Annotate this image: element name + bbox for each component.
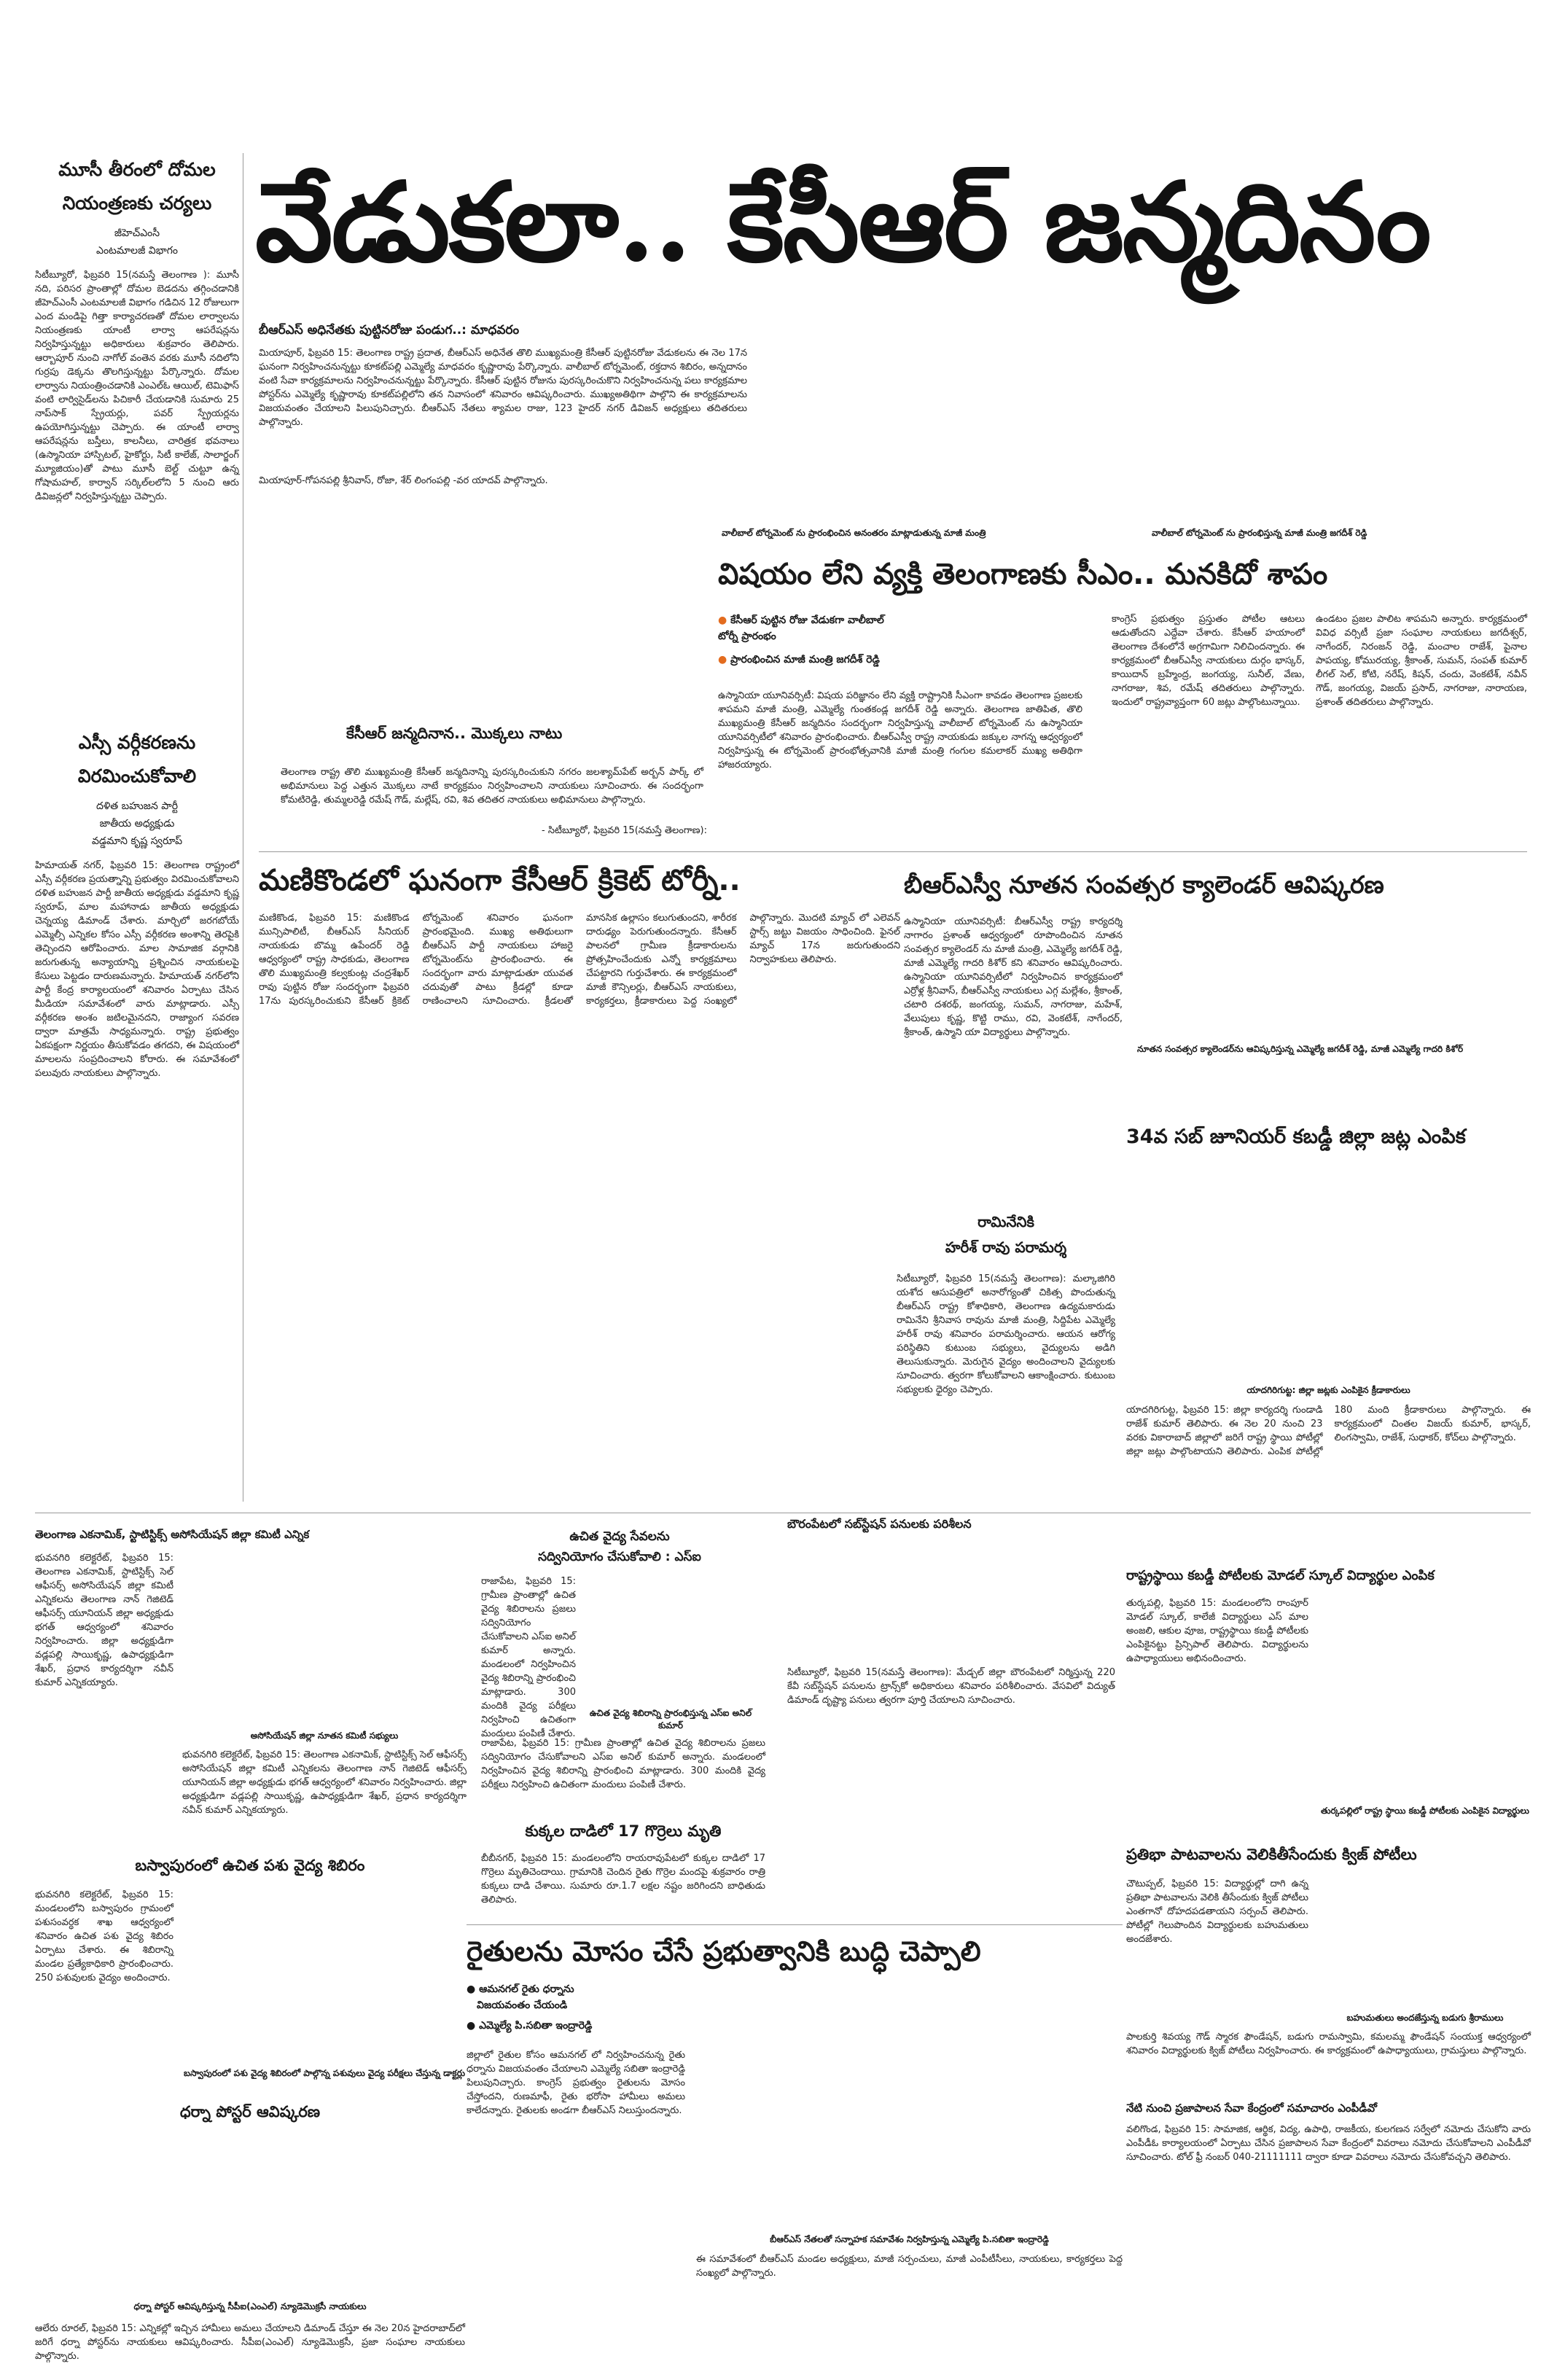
farmers-bullet-2: ఎమ్మెల్యే పి.సబితా ఇంద్రారెడ్డి	[479, 2020, 593, 2032]
awards-photo	[1319, 1877, 1531, 2008]
census-body: భువనగిరి కలెక్టరేట్‌, ఫిబ్రవరి 15: తెలంగాణ ఎకనామిక్‌, స్టాటిస్టిక్స్‌ సెల్‌ ఆఫీసర్స్‌ అసోసియేషన్‌ జిల్లా కమిటీ ఎన్నికలను తెలంగాణ నాన్‌ గెజిటెడ్‌ ఆఫీసర్స్‌ యూనియన్‌ జిల్లా అధ్యక్షుడు భగత్‌ ఆధ్వర్యంలో శనివారం నిర్వహించారు. జిల్లా అధ్యక్షుడిగా వడ్లపల్లి సాయికృష్ణ, ఉపాధ్యక్షుడిగా శేఖర్‌, ప్రధాన కార్యదర్శిగా నవీన్‌ కుమార్‌ ఎన్నికయ్యారు.	[35, 1553, 173, 1688]
calendar-photo-caption: నూతన సంవత్సర క్యాలెండర్‌ను ఆవిష్కరిస్తున్న ఎమ్మెల్యే జగదీశ్‌ రెడ్డి, మాజీ ఎమ్మెల్యే గాదరి కిశోర్‌	[1137, 1044, 1464, 1054]
dharna-headline: ధర్నా పోస్టర్‌ ఆవిష్కరణ	[179, 2103, 321, 2120]
mokkalu-headline: కేసీఆర్‌ జన్మదినాన.. మొక్కలు నాటు	[346, 725, 563, 742]
bullet-icon: ●	[718, 654, 727, 666]
sports-photo	[1319, 1596, 1531, 1800]
cricket-headline: మణికొండలో ఘనంగా కేసీఆర్‌ క్రికెట్‌ టోర్నీ..	[259, 864, 741, 897]
volleyball-bullet-1: కేసీఆర్‌ పుట్టిన రోజు వేడుకగా వాలీబాల్‌ టోర్నీ ప్రారంభం	[718, 614, 884, 642]
awards-body: పాలకుర్తి శివయ్య గౌడ్‌ స్మారక ఫౌండేషన్‌, బడుగు రామస్వామి, కమలమ్మ ఫౌండేషన్‌ సంయుక్త ఆధ్వర్యంలో శనివారం విద్యార్థులకు క్విజ్‌ పోటీలు నిర్వహించారు. ఈ కార్యక్రమంలో ఉపాధ్యాయులు, గ్రామస్తులు పాల్గొన్నారు.	[1126, 2032, 1531, 2056]
left-story2-byline3: వడ్డమాని కృష్ణ స్వరూప్‌	[91, 835, 183, 847]
harish-body: సిటీబ్యూరో, ఫిబ్రవరి 15(నమస్తే తెలంగాణ): మల్కాజిగిరి యశోద ఆసుపత్రిలో అనారోగ్యంతో చికిత్స పొందుతున్న బీఆర్‌ఎస్‌ రాష్ట్ర కోశాధికారి, తెలంగాణ ఉద్యమకారుడు రామినేని శ్రీనివాస రావును మాజీ మంత్రి, సిద్దిపేట ఎమ్మెల్యే హరీశ్‌ రావు శనివారం పరామర్శించారు. ఆయన ఆరోగ్య పరిస్థితిని కుటుంబ సభ్యులు, వైద్యులను అడిగి తెలుసుకున్నారు. మెరుగైన వైద్యం అందించాలని వైద్యులకు సూచించారు. త్వరగా కోలుకోవాలని ఆకాంక్షించారు. కుటుంబ సభ్యులకు ధైర్యం చెప్పారు.	[897, 1273, 1115, 1395]
farmers-bullet-1: ఆమనగల్‌ రైతు ధర్నాను	[479, 1983, 574, 1995]
assoc-photo-caption: అసోసియేషన్‌ జిల్లా నూతన కమిటీ సభ్యులు	[250, 1731, 399, 1741]
volleyball-body-2: కాంగ్రెస్‌ ప్రభుత్వం ప్రస్తుతం పోటీల ఆటలు ఆడుతోందని ఎద్దేవా చేశారు. కేసీఆర్‌ హయాంలో తెలంగాణ దేశంలోనే అగ్రగామిగా నిలిచిందన్నారు. ఈ కార్యక్రమంలో బీఆర్‌ఎస్వీ నాయకులు దుర్గం భాస్కర్‌, కాయిదాన్‌ బ్రహ్మేంద్ర, జంగయ్య, సునీల్‌, వేణు, నాగరాజు, శివ, రమేష్‌ తదితరులు పాల్గొన్నారు. ఇందులో రాష్ట్రవ్యాప్తంగా 60 జట్లు పాల్గొంటున్నాయి.	[1112, 614, 1305, 708]
farmers-bullets	[467, 1981, 685, 2054]
cricket-body: మణికొండ, ఫిబ్రవరి 15: మణికొండ మున్సిపాలిటీ, బీఆర్‌ఎస్‌ సీనియర్‌ నాయకుడు బొమ్మ ఉపేందర్‌ రెడ్డి ఆధ్వర్యంలో రాష్ట్ర సాధకుడు, తెలంగాణ తొలి ముఖ్యమంత్రి కల్వకుంట్ల చంద్రశేఖర్‌ రావు పుట్టిన రోజు సందర్భంగా ఫిబ్రవరి 17ను పురస్కరించుకుని కేసీఆర్‌ క్రికెట్‌ టోర్నమెంట్‌ శనివారం ఘనంగా ప్రారంభమైంది. ముఖ్య అతిథులుగా బీఆర్‌ఎస్‌ పార్టీ నాయకులు హాజరై టోర్నమెంట్‌ను ప్రారంభించారు. ఈ సందర్భంగా వారు మాట్లాడుతూ యువత చదువుతో పాటు క్రీడల్లో కూడా రాణించాలని సూచించారు. క్రీడలతో మానసిక ఉల్లాసం కలుగుతుందని, శారీరక దారుఢ్యం పెరుగుతుందన్నారు. కేసీఆర్‌ పాలనలో గ్రామీణ క్రీడాకారులను ప్రోత్సహించేందుకు ఎన్నో కార్యక్రమాలు చేపట్టారని గుర్తుచేశారు. ఈ కార్యక్రమంలో మాజీ కౌన్సిలర్లు, బీఆర్‌ఎస్‌ నాయకులు, కార్యకర్తలు, క్రీడాకారులు పెద్ద సంఖ్యలో పాల్గొన్నారు. మొదటి మ్యాచ్‌ లో ఎలెవన్‌ స్టార్స్‌ జట్టు విజయం సాధించింది. ఫైనల్‌ మ్యాచ్‌ 17న జరుగుతుందని నిర్వాహకులు తెలిపారు.	[259, 913, 900, 1007]
kabaddi-photo	[1126, 1166, 1531, 1378]
harish-headline-1: రామినేనికి	[977, 1213, 1034, 1230]
sports-photo-caption: తుర్కపల్లిలో రాష్ట్ర స్థాయి కబడ్డీ పోటీలకు ఎంపికైన విద్యార్థులు	[1321, 1806, 1529, 1816]
mokkalu-dateline: - సిటీబ్యూరో, ఫిబ్రవరి 15(నమస్తే తెలంగాణ):	[542, 825, 707, 836]
medical-headline-1: ఉచిత వైద్య సేవలను	[569, 1529, 670, 1544]
medical-body: రాజాపేట, ఫిబ్రవరి 15: గ్రామీణ ప్రాంతాల్లో ఉచిత వైద్య శిబిరాలను ప్రజలు సద్వినియోగం చేసుకోవాలని ఎస్‌ఐ అనిల్‌ కుమార్‌ అన్నారు. మండలంలో నిర్వహించిన వైద్య శిబిరాన్ని ప్రారంభించి మాట్లాడారు. 300 మందికి వైద్య పరీక్షలు నిర్వహించి ఉచితంగా మందులు పంపిణీ చేశారు.	[481, 1576, 576, 1739]
kcr-main-body: మియాపూర్‌, ఫిబ్రవరి 15: తెలంగాణ రాష్ట్ర ప్రదాత, బీఆర్‌ఎస్‌ అధినేత తొలి ముఖ్యమంత్రి కేసీఆర్‌ పుట్టినరోజు వేడుకలను ఈ నెల 17న ఘనంగా నిర్వహించనున్నట్టు కూకట్‌పల్లి ఎమ్మెల్యే మాధవరం కృష్ణారావు పేర్కొన్నారు. వాలీబాల్‌ టోర్నమెంట్‌, రక్తదాన శిబిరం, అన్నదానం వంటి సేవా కార్యక్రమాలను నిర్వహించనున్నట్టు పేర్కొన్నారు. కేసీఆర్‌ పుట్టిన రోజును పురస్కరించుకొని నిర్వహించనున్న పలు కార్యక్రమాల పోస్టర్‌ను ఎమ్మెల్యే కృష్ణారావు కూకట్‌పల్లిలోని తన నివాసంలో శనివారం ఆవిష్కరించారు. ముఖ్యఅతిథిగా పాల్గొని ఈ కార్యక్రమాలను విజయవంతం చేయాలని పిలుపునిచ్చారు. బీఆర్‌ఎస్‌ నేతలు శ్యామల రాజు, 123 హైదర్‌ నగర్‌ డివిజన్‌ అధ్యక్షులు తదితరులు పాల్గొన్నారు.	[259, 348, 747, 428]
kcr-sub-headline: బీఆర్‌ఎస్‌ అధినేతకు పుట్టినరోజు పండుగ..: మాధవరం	[259, 323, 520, 338]
sports-headline: రాష్ట్రస్థాయి కబడ్డీ పోటీలకు మోడల్‌ స్కూల్‌ విద్యార్థుల ఎంపిక	[1126, 1568, 1435, 1583]
bullet-icon: ●	[467, 1983, 476, 1995]
left-story2-byline1: దళిత బహుజన పార్టీ	[95, 800, 179, 812]
left-story2-headline: ఎస్సీ వర్గీకరణను విరమించుకోవాలి	[77, 732, 197, 787]
sports-body: తుర్కపల్లి, ఫిబ్రవరి 15: మండలంలోని రాంపూర్‌ మోడల్‌ స్కూల్‌, కాలేజీ విద్యార్థులు ఎస్‌ మాల అంజలి, ఆకుల వూజ, రాష్ట్రస్థాయి కబడ్డీ పోటీలకు ఎంపికైనట్టు ప్రిన్సిపాల్‌ తెలిపారు. విద్యార్థులను ఉపాధ్యాయులు అభినందించారు.	[1126, 1598, 1308, 1664]
kabaddi-photo-caption: యాదగిరిగుట్ట: జిల్లా జట్లకు ఎంపికైన క్రీడాకారులు	[1246, 1385, 1410, 1395]
quiz-body: చౌటుప్పల్‌, ఫిబ్రవరి 15: విద్యార్థుల్లో దాగి ఉన్న ప్రతిభా పాటవాలను వెలికి తీసేందుకు క్విజ్‌ పోటీలు ఎంతగానో దోహదపడతాయని సర్పంచ్‌ తెలిపారు. పోటీల్లో గెలుపొందిన విద్యార్థులకు బహుమతులు అందజేశారు.	[1126, 1878, 1308, 1945]
calendar-body: ఉస్మానియా యూనివర్సిటీ: బీఆర్‌ఎస్వీ రాష్ట్ర కార్యదర్శి నాగారం ప్రశాంత్‌ ఆధ్వర్యంలో రూపొందించిన నూతన సంవత్సర క్యాలెండర్‌ ను మాజీ మంత్రి, ఎమ్మెల్యే జగదీశ్‌ రెడ్డి, మాజీ ఎమ్మెల్యే గాదరి కిశోర్‌ కని శనివారం ఆవిష్కరించారు. ఉస్మానియా యూనివర్సిటీలో నిర్వహించిన కార్యక్రమంలో ఎర్రోళ్ల శ్రీనివాస్‌, బీఆర్‌ఎస్వీ నాయకులు ఎగ్గ మల్లేశం, శ్రీకాంత్‌, చటారి దశరథ్‌, జంగయ్య, సుమన్‌, నాగరాజు, మహేశ్‌, వేలుపులు కృష్ణ, కొట్టి రాము, రవి, వెంకటేశ్‌, నాగేందర్‌, శ్రీకాంత్‌, ఉస్మాని యా విద్యార్థులు పాల్గొన్నారు.	[904, 916, 1123, 1038]
bullet-icon: ●	[467, 2020, 476, 2032]
quiz-headline: ప్రతిభా పాటవాలను వెలికితీసేందుకు క్విజ్‌ పోటీలు	[1126, 1846, 1417, 1863]
calendar-headline: బీఆర్‌ఎస్వీ నూతన సంవత్సర క్యాలెండర్‌ ఆవిష్కరణ	[904, 870, 1384, 899]
vet-body: భువనగిరి కలెక్టరేట్‌, ఫిబ్రవరి 15: మండలంలోని బస్వాపురం గ్రామంలో పశుసంవర్ధక శాఖ ఆధ్వర్యంలో శనివారం ఉచిత పశు వైద్య శిబిరం ఏర్పాటు చేశారు. ఈ శిబిరాన్ని మండల ప్రత్యేకాధికారి ప్రారంభించారు. 250 పశువులకు వైద్యం అందించారు.	[35, 1889, 173, 1983]
medical-body-2: రాజాపేట, ఫిబ్రవరి 15: గ్రామీణ ప్రాంతాల్లో ఉచిత వైద్య శిబిరాలను ప్రజలు సద్వినియోగం చేసుకోవాలని ఎస్‌ఐ అనిల్‌ కుమార్‌ అన్నారు. మండలంలో నిర్వహించిన వైద్య శిబిరాన్ని ప్రారంభించి మాట్లాడారు. 300 మందికి వైద్య పరీక్షలు నిర్వహించి ఉచితంగా మందులు పంపిణీ చేశారు.	[481, 1738, 765, 1790]
census-headline: తెలంగాణ ఎకనామిక్‌, స్టాటిస్టిక్స్‌ అసోసియేషన్‌ జిల్లా కమిటీ ఎన్నిక	[35, 1528, 310, 1541]
volleyball-photo-caption-1: వాలీబాల్‌ టోర్నమెంట్‌ ను ప్రారంభించిన అనంతరం మాట్లాడుతున్న మాజీ మంత్రి	[722, 528, 986, 538]
kabaddi-body: యాదగిరిగుట్ట, ఫిబ్రవరి 15: జిల్లా కార్యదర్శి గుండాడి రాజేశ్‌ కుమార్‌ తెలిపారు. ఈ నెల 20 నుంచి 23 వరకు వికారాబాద్‌ జిల్లాలో జరిగే రాష్ట్ర స్థాయి పోటీల్లో జిల్లా జట్లు పాల్గొంటాయని తెలిపారు. ఎంపిక పోటీల్లో 180 మంది క్రీడాకారులు పాల్గొన్నారు. ఈ కార్యక్రమంలో చింతల విజయ్‌ కుమార్‌, భాస్కర్‌, లింగస్వామి, రాజేశ్‌, సుధాకర్‌, కోచ్‌లు పాల్గొన్నారు.	[1126, 1405, 1531, 1457]
vet-photo	[182, 1888, 467, 2063]
left-story1-headline: మూసీ తీరంలో దోమల నియంత్రణకు చర్యలు	[58, 159, 216, 214]
left-story2-body: హిమాయత్‌ నగర్‌, ఫిబ్రవరి 15: తెలంగాణ రాష్ట్రంలో ఎస్సీ వర్గీకరణ ప్రయత్నాన్ని ప్రభుత్వం విరమించుకోవాలని దళిత బహుజన పార్టీ జాతీయ అధ్యక్షుడు వడ్డమాని కృష్ణ స్వరూప్‌, మాల మహానాడు జాతీయ అధ్యక్షుడు చెన్నయ్య డిమాండ్‌ చేశారు. మార్చిలో జరగబోయే ఎమ్మెల్సీ ఎన్నికల కోసం ఎస్సీ వర్గీకరణ అంశాన్ని తెరపైకి తెచ్చిందని ఆరోపించారు. మాల సామాజిక వర్గానికి జరుగుతున్న అన్యాయాన్ని ప్రశ్నించిన నాయకులపై కేసులు పెట్టడం దారుణమన్నారు. హిమాయత్‌ నగర్‌లోని పార్టీ కేంద్ర కార్యాలయంలో శనివారం ఏర్పాటు చేసిన మీడియా సమావేశంలో వారు మాట్లాడారు. ఎస్సీ వర్గీకరణ అంశం జటిలమైనదని, రాజ్యాంగ సవరణ ద్వారా మాత్రమే సాధ్యమన్నారు. రాష్ట్ర ప్రభుత్వం ఏకపక్షంగా నిర్ణయం తీసుకోవడం తగదని, ఈ విషయంలో మాలలను సంప్రదించాలని కోరారు. ఈ సమావేశంలో పలువురు నాయకులు పాల్గొన్నారు.	[35, 860, 239, 1079]
awards-photo-caption: బహుమతులు అందజేస్తున్న బడుగు శ్రీరాములు	[1346, 2013, 1504, 2023]
volleyball-bullet-2: ప్రారంభించిన మాజీ మంత్రి జగదీశ్‌ రెడ్డి	[730, 654, 880, 666]
left-story2-byline2: జాతీయ అధ్యక్షుడు	[99, 818, 175, 830]
volleyball-body-3: ఉండటం ప్రజల పాలిట శాపమని అన్నారు. కార్యక్రమంలో వివిధ వర్సిటీ ప్రజా సంఘాల నాయకులు జగదీశ్వర్‌, నాగేందర్‌, నిరంజన్‌ రెడ్డి, మంచాల రాజేశ్‌, పైనాల పాపయ్య, కోమురయ్య, శ్రీకాంత్‌, సుమన్‌, సంపత్‌ కుమార్‌ లీగల్‌ సెల్‌, కోటి, నరేష్‌, కిషన్‌, చందు, వెంకటేశ్‌, నవీన్‌ గౌడ్‌, జంగయ్య, విజయ్‌ ప్రసాద్‌, నాగరాజు, నారాయణ, ప్రశాంత్‌ తదితరులు పాల్గొన్నారు.	[1316, 614, 1527, 708]
substation-headline: బౌరంపేటలో సబ్‌స్టేషన్‌ పనులకు పరిశీలన	[787, 1517, 972, 1531]
volleyball-headline: విషయం లేని వ్యక్తి తెలంగాణకు సీఎం.. మనకిదో శాపం	[718, 558, 1328, 591]
left-story1-byline1: జీహెచ్‌ఎంసీ	[114, 227, 160, 239]
farmers-body-2: ఈ సమావేశంలో బీఆర్‌ఎస్‌ మండల అధ్యక్షులు, మాజీ సర్పంచులు, మాజీ ఎంపీటీసీలు, నాయకులు, కార్యకర్తలు పెద్ద సంఖ్యలో పాల్గొన్నారు.	[696, 2254, 1123, 2279]
dogs-headline: కుక్కల దాడిలో 17 గొర్రెలు మృతి	[525, 1822, 722, 1840]
dharna-photo	[35, 2132, 465, 2296]
medical-headline-2: సద్వినియోగం చేసుకోవాలి : ఎస్‌ఐ	[538, 1550, 701, 1564]
mokkalu-body: తెలంగాణ రాష్ట్ర తొలి ముఖ్యమంత్రి కేసీఆర్‌ జన్మదినాన్ని పురస్కరించుకుని నగరం జలశ్యామ్‌పేట్‌ అర్బన్‌ పార్క్‌ లో అభిమానులు పెద్ద ఎత్తున మొక్కలు నాటే కార్యక్రమం నిర్వహించాలని నాయకులు సూచించారు. ఈ సందర్భంగా కోమటిరెడ్డి, తుమ్మలరెడ్డి రమేష్‌ గౌడ్‌, మల్లేష్‌, రవి, శివ తదితర నాయకులు అభిమానులు పాల్గొన్నారు.	[281, 767, 703, 805]
cyber-body: వలిగొండ, ఫిబ్రవరి 15: సామాజిక, ఆర్థిక, విద్య, ఉపాధి, రాజకీయ, కులగణన సర్వేలో నమోదు చేసుకోని వారు ఎంపీడీఓ కార్యాలయంలో ఏర్పాటు చేసిన ప్రజాపాలన సేవా కేంద్రంలో వివరాలు నమోదు చేసుకోవాలని ఎంపీడీవో సూచించారు. టోల్‌ ఫ్రీ నంబర్‌ 040-21111111 ద్వారా కూడా వివరాలు నమోదు చేసుకోవచ్చని తెలిపారు.	[1126, 2124, 1531, 2163]
left-story1-body: సిటీబ్యూరో, ఫిబ్రవరి 15(నమస్తే తెలంగాణ ): మూసీ నది, పరిసర ప్రాంతాల్లో దోమల బెడదను తగ్గించడానికి జీహెచ్‌ఎంసీ ఎంటమాలజీ విభాగం గడిచిన 12 రోజులుగా ఎంద మండిపై గిత్తా కార్యాచరణతో దోమల లార్వాలను నియంత్రణకు యాంటీ లార్వా ఆపరేషన్లను నిర్వహిస్తున్నట్టు అధికారులు శుక్రవారం తెలిపారు. ఆర్బాపూర్ నుంచి నాగోల్‌ వంతెన వరకు మూసీ నదిలోని గుర్రపు డెక్కను తొలగిస్తున్నట్టు పేర్కొన్నారు. దోమల లార్వాను నియంత్రించడానికి ఎంఎల్‌ఓ ఆయిల్‌, టెమిఫాస్‌ వంటి లార్విసైడ్‌లను పిచికారీ చేయడానికి సుమారు 25 నాప్‌సాక్‌ స్ప్రేయర్లు, పవర్‌ స్ప్రేయర్లను ఉపయోగిస్తున్నట్టు చెప్పారు. ఈ యాంటీ లార్వా ఆపరేషన్లను బస్తీలు, కాలనీలు, చారిత్రక భవనాలు (ఉస్మానియా హాస్పిటల్‌, హైకోర్టు, సిటీ కాలేజ్‌, సాలార్జంగ్‌ మ్యూజియం)తో పాటు మూసీ బెల్ట్‌ చుట్టూ ఉన్న గోషామహల్‌, కార్వాన్‌ సర్కిల్‌లలోని 5 నుంచి ఆరు డివిజన్లలో నిర్వహిస్తున్నట్టు చెప్పారు.	[35, 270, 239, 502]
census-photo	[182, 1551, 467, 1726]
kcr-main-caption: మియాపూర్‌-గోపనపల్లి శ్రీనివాస్‌, రోజా, శేర్‌ లింగంపల్లి -వర యాదవ్‌ పాల్గొన్నారు.	[259, 475, 548, 486]
volleyball-body-1: ఉస్మానియా యూనివర్సిటీ: విషయ పరిజ్ఞానం లేని వ్యక్తి రాష్ట్రానికి సీఎంగా కావడం తెలంగాణ ప్రజలకు శాపమని మాజీ మంత్రి, ఎమ్మెల్యే గుంతకండ్ల జగదీశ్‌ రెడ్డి అన్నారు. తెలంగాణ జాతిపిత, తొలి ముఖ్యమంత్రి కేసీఆర్‌ జన్మదినం సందర్భంగా నిర్వహిస్తున్న వాలీబాల్‌ టోర్నమెంట్‌ ను ఉస్మానియా యూనివర్సిటీలో శనివారం ప్రారంభించారు. బీఆర్‌ఎస్వీ రాష్ట్ర నాయకుడు జక్కుల నాగన్న ఆధ్వర్యంలో నిర్వహిస్తున్న ఈ టోర్నమెంట్‌ ప్రారంభోత్సవానికి మాజీ మంత్రి గంగుల కమలాకర్‌ ముఖ్య అతిథిగా హాజరయ్యారు.	[718, 690, 1082, 770]
medical-photo-caption: ఉచిత వైద్య శిబిరాన్ని ప్రారంభిస్తున్న ఎస్‌ఐ అనిల్‌ కుమార్‌	[589, 1708, 752, 1731]
cyber-headline: నేటి నుంచి ప్రజాపాలన సేవా కేంద్రంలో సమాచారం ఎంపీడీవో	[1126, 2102, 1377, 2115]
medical-photo	[583, 1575, 758, 1706]
harish-headline-2: హరీశ్‌ రావు పరామర్శ	[945, 1238, 1067, 1256]
farmers-bullet-1b: విజయవంతం చేయండి	[477, 1999, 568, 2011]
kabaddi-headline: 34వ సబ్‌ జూనియర్‌ కబడ్డీ జిల్లా జట్ల ఎంపిక	[1126, 1125, 1466, 1148]
vet-photo-caption: బస్వాపురంలో పశు వైద్య శిబిరంలో పాల్గొన్న పశువులు వైద్య పరీక్షలు చేస్తున్న డాక్టర్లు	[184, 2068, 465, 2078]
bullet-icon: ●	[718, 614, 727, 626]
substation-photo	[787, 1542, 1115, 1662]
volleyball-photo-caption-2: వాలీబాల్‌ టోర్నమెంట్‌ ను ప్రారంభిస్తున్న మాజీ మంత్రి జగదీశ్‌ రెడ్డి	[1152, 528, 1367, 538]
left-story1-byline2: ఎంటమాలజీ విభాగం	[96, 245, 178, 257]
dharna-body: ఆలేరు రూరల్‌, ఫిబ్రవరి 15: ఎన్నికల్లో ఇచ్చిన హామీలు అమలు చేయాలని డిమాండ్‌ చేస్తూ ఈ నెల 20న హైదరాబాద్‌లో జరిగే ధర్నా పోస్టర్‌ను నాయకులు ఆవిష్కరించారు. సీపీఐ(ఎంఎల్‌) న్యూడెమొక్రసీ, ప్రజా సంఘాల నాయకులు పాల్గొన్నారు.	[35, 2323, 465, 2362]
farmers-headline: రైతులను మోసం చేసే ప్రభుత్వానికి బుద్ధి చెప్పాలి	[467, 1935, 981, 1967]
cricket-top-rule	[259, 851, 1527, 852]
census-body-2: భువనగిరి కలెక్టరేట్‌, ఫిబ్రవరి 15: తెలంగాణ ఎకనామిక్‌, స్టాటిస్టిక్స్‌ సెల్‌ ఆఫీసర్స్‌ అసోసియేషన్‌ జిల్లా కమిటీ ఎన్నికలను తెలంగాణ నాన్‌ గెజిటెడ్‌ ఆఫీసర్స్‌ యూనియన్‌ జిల్లా అధ్యక్షుడు భగత్‌ ఆధ్వర్యంలో శనివారం నిర్వహించారు. జిల్లా అధ్యక్షుడిగా వడ్లపల్లి సాయికృష్ణ, ఉపాధ్యక్షుడిగా శేఖర్‌, ప్రధాన కార్యదర్శిగా నవీన్‌ కుమార్‌ ఎన్నికయ్యారు.	[182, 1749, 467, 1816]
substation-body: సిటీబ్యూరో, ఫిబ్రవరి 15(నమస్తే తెలంగాణ): మేడ్చల్‌ జిల్లా బౌరంపేటలో నిర్మిస్తున్న 220 కేవీ సబ్‌స్టేషన్‌ పనులను ట్రాన్స్‌కో అధికారులు శనివారం పరిశీలించారు. వేసవిలో విద్యుత్‌ డిమాండ్‌ దృష్ట్యా పనులు త్వరగా పూర్తి చేయాలని సూచించారు.	[787, 1667, 1115, 1706]
farmers-top-rule	[467, 1924, 1123, 1925]
calendar-photo	[1137, 915, 1523, 1039]
dogs-body: బీబీనగర్‌, ఫిబ్రవరి 15: మండలంలోని రాయరావుపేటలో కుక్కల దాడిలో 17 గొర్రెలు మృతిచెందాయి. గ్రామానికి చెందిన రైతు గొర్రెల మందపై శుక్రవారం రాత్రి కుక్కలు దాడి చేశాయి. సుమారు రూ.1.7 లక్షల నష్టం జరిగిందని బాధితుడు తెలిపారు.	[481, 1853, 765, 1905]
main-headline: వేడుకలా.. కేసీఆర్‌ జన్మదినం	[255, 158, 1430, 286]
farmers-body: జిల్లాలో రైతుల కోసం ఆమనగల్‌ లో నిర్వహించనున్న రైతు ధర్నాను విజయవంతం చేయాలని ఎమ్మెల్యే సబితా ఇంద్రారెడ్డి పిలుపునిచ్చారు. కాంగ్రెస్‌ ప్రభుత్వం రైతులను మోసం చేస్తోందని, రుణమాఫీ, రైతు భరోసా హామీలు అమలు కాలేదన్నారు. రైతులకు అండగా బీఆర్‌ఎస్‌ నిలుస్తుందన్నారు.	[467, 2050, 685, 2116]
farmers-photo-caption: బీఆర్‌ఎస్‌ నేతలతో సన్నాహక సమావేశం నిర్వహిస్తున్న ఎమ్మెల్యే పి.సబితా ఇంద్రారెడ్డి	[770, 2234, 1049, 2244]
vet-headline: బస్వాపురంలో ఉచిత పశు వైద్య శిబిరం	[135, 1857, 365, 1874]
dharna-photo-caption: ధర్నా పోస్టర్‌ ఆవిష్కరిస్తున్న సీపీఐ(ఎంఎల్‌) న్యూడెమొక్రసీ నాయకులు	[133, 2301, 367, 2311]
farmers-photo	[696, 1981, 1123, 2229]
